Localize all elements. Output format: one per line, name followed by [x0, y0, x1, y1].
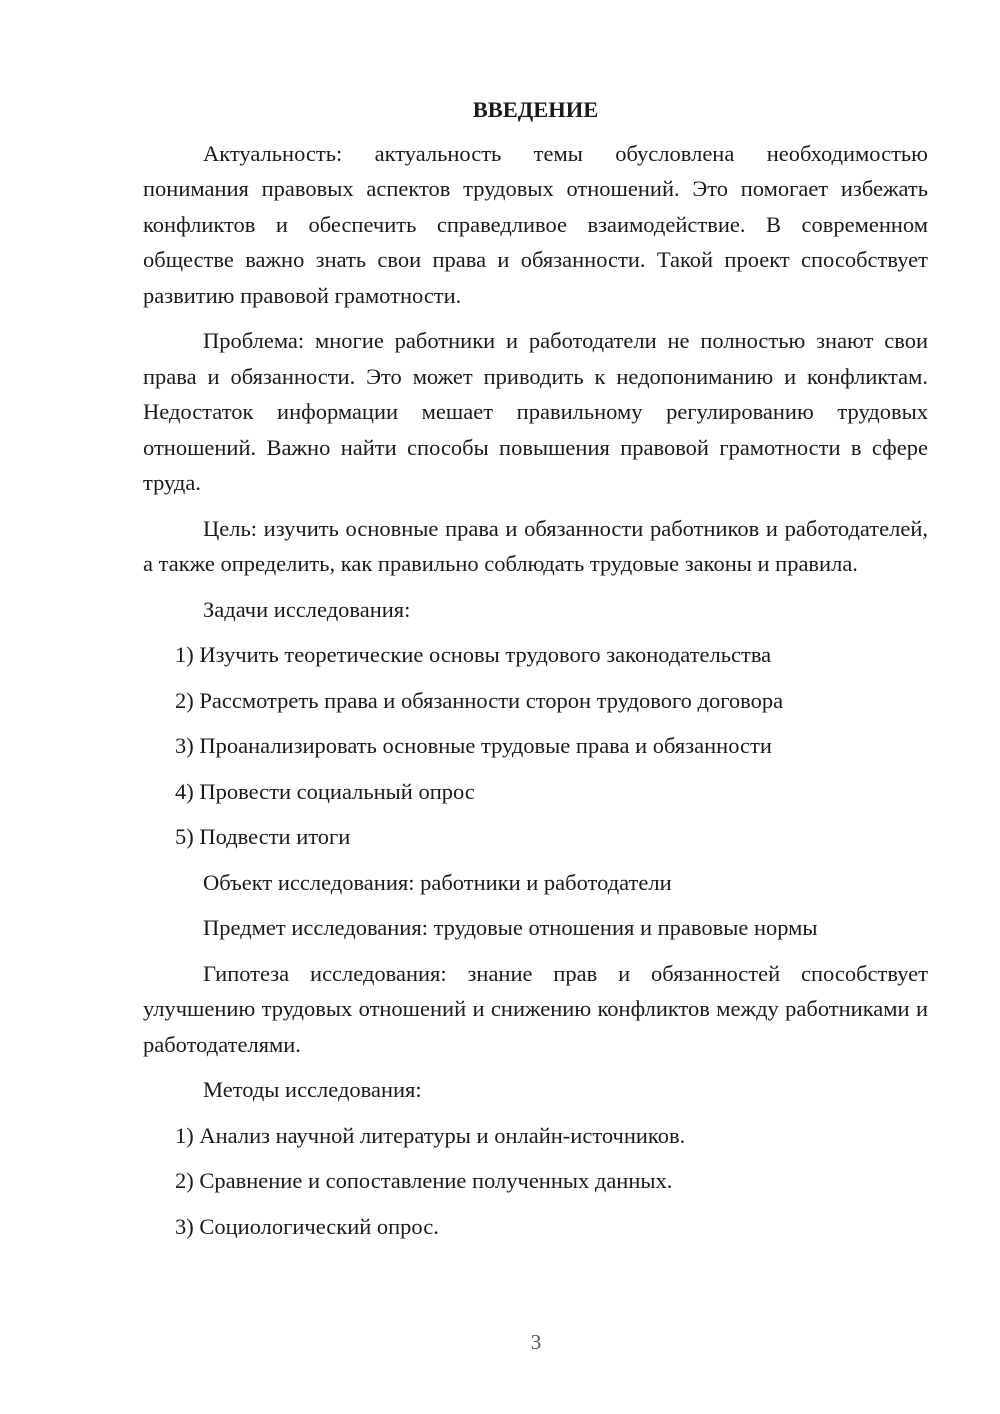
document-page: [143, 92, 928, 1254]
object-paragraph: Объект исследования: работники и работодатели: [203, 869, 672, 895]
list-item: 3) Проанализировать основные трудовые права и обязанности: [175, 733, 772, 758]
problem-paragraph: Проблема: многие работники и работодатели не полностью знают свои права и обязанности. Это может приводить к недопониманию и конфликтам. Недостаток информации мешает правильному регулированию трудовых отношений. Важно найти способы повышения правовой грамотности в сфере труда.: [143, 328, 928, 495]
goal-paragraph: Цель: изучить основные права и обязанности работников и работодателей, а также определить, как правильно соблюдать трудовые законы и правила.: [143, 515, 928, 576]
list-item: 2) Рассмотреть права и обязанности сторон трудового договора: [175, 687, 784, 713]
methods-list: [143, 1118, 928, 1245]
relevance-paragraph: Актуальность: актуальность темы обусловлена необходимостью понимания правовых аспектов трудовых отношений. Это помогает избежать конфликтов и обеспечить справедливое взаимодействие. В современном обществе важно знать свои права и обязанности. Такой проект способствует развитию правовой грамотности.: [143, 140, 928, 308]
subject-paragraph: Предмет исследования: трудовые отношения и правовые нормы: [203, 915, 818, 940]
methods-heading: Методы исследования:: [203, 1077, 422, 1102]
section-title: ВВЕДЕНИЕ: [472, 97, 599, 122]
list-item: 5) Подвести итоги: [175, 824, 351, 849]
list-item: 1) Анализ научной литературы и онлайн-источников.: [175, 1122, 686, 1148]
page-number: 3: [530, 1330, 542, 1354]
tasks-heading: Задачи исследования:: [203, 596, 411, 622]
list-item: 3) Социологический опрос.: [175, 1213, 439, 1239]
tasks-list: [143, 637, 928, 855]
hypothesis-paragraph: Гипотеза исследования: знание прав и обязанностей способствует улучшению трудовых отношений и снижению конфликтов между работниками и работодателями.: [143, 960, 928, 1057]
list-item: 1) Изучить теоретические основы трудового законодательства: [175, 642, 772, 667]
list-item: 2) Сравнение и сопоставление полученных данных.: [175, 1168, 673, 1193]
list-item: 4) Провести социальный опрос: [175, 778, 475, 804]
